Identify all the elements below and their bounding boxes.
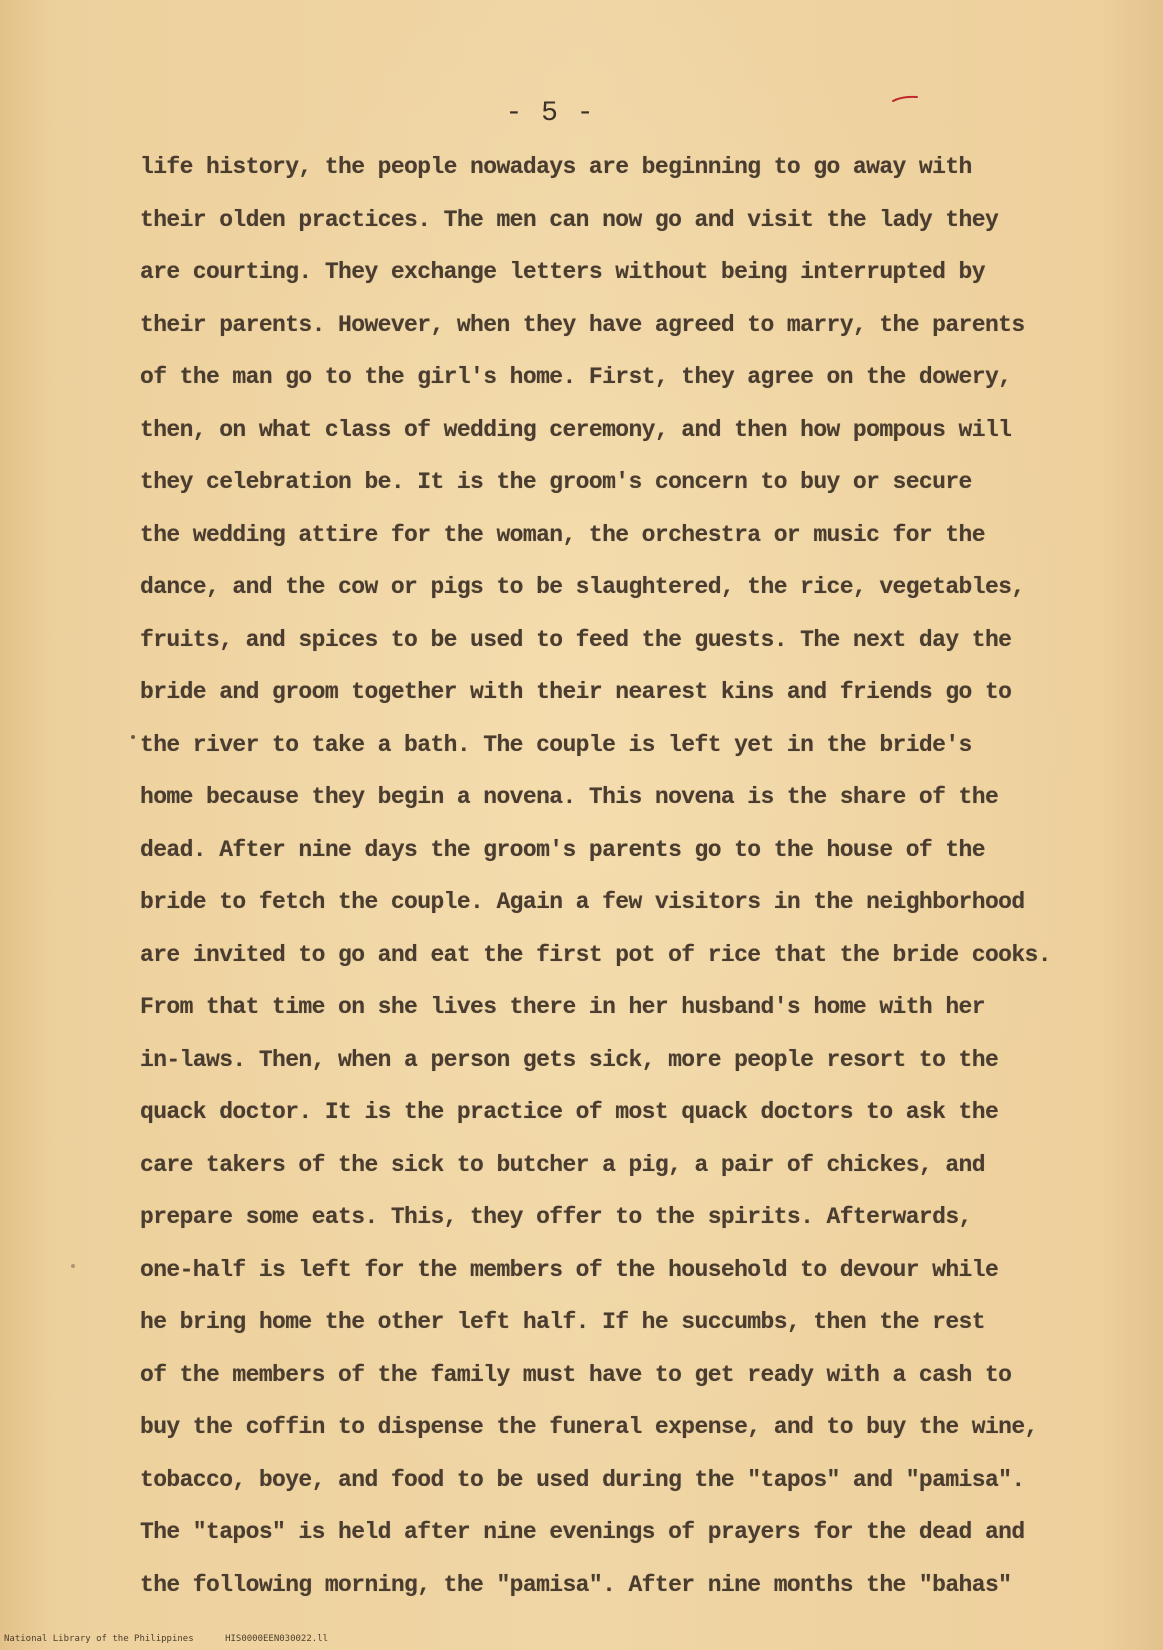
text-line: one-half is left for the members of the household to devour while [140,1256,999,1283]
text-line: care takers of the sick to butcher a pig, a pair of chickes, and [140,1151,985,1178]
text-line: fruits, and spices to be used to feed the guests. The next day the [140,626,1012,653]
text-line: life history, the people nowadays are beginning to go away with [140,154,972,180]
text-line: home because they begin a novena. This novena is the share of the [140,784,999,810]
page-number: - 5 - [505,98,595,129]
text-line: the following morning, the "pamisa". After nine months the "bahas" [140,1571,1012,1598]
margin-dot [131,735,135,739]
text-line: their parents. However, when they have agreed to marry, the parents [140,311,1025,338]
text-line: bride and groom together with their nearest kins and friends go to [140,679,1012,705]
body-text [140,152,1051,1622]
text-line: bride to fetch the couple. Again a few visitors in the neighborhood [140,889,1025,915]
scan-footer [4,1634,354,1644]
footer-document-id: HIS0000EEN030022.ll [225,1634,329,1644]
text-line: of the members of the family must have to get ready with a cash to [140,1361,1012,1388]
red-pencil-mark [892,93,918,103]
text-line: buy the coffin to dispense the funeral expense, and to buy the wine, [140,1414,1038,1440]
text-line: the river to take a bath. The couple is left yet in the bride's [140,731,972,758]
margin-dot [71,1264,75,1268]
text-line: then, on what class of wedding ceremony, and then how pompous will [140,416,1012,443]
text-line: tobacco, boye, and food to be used during the "tapos" and "pamisa". [140,1466,1025,1493]
text-line: dance, and the cow or pigs to be slaughtered, the rice, vegetables, [140,574,1025,600]
text-line: he bring home the other left half. If he succumbs, then the rest [140,1309,985,1335]
text-line: the wedding attire for the woman, the orchestra or music for the [140,521,985,548]
text-line: dead. After nine days the groom's parents go to the house of the [140,836,985,863]
text-line: in-laws. Then, when a person gets sick, more people resort to the [140,1046,999,1073]
text-line: are courting. They exchange letters without being interrupted by [140,259,985,285]
text-line: are invited to go and eat the first pot of rice that the bride cooks. [140,941,1051,968]
text-line: quack doctor. It is the practice of most quack doctors to ask the [140,1099,999,1125]
text-line: The "tapos" is held after nine evenings of prayers for the dead and [140,1519,1025,1545]
text-line: they celebration be. It is the groom's concern to buy or secure [140,469,972,495]
text-line: From that time on she lives there in her husband's home with her [140,994,985,1020]
text-line: of the man go to the girl's home. First, they agree on the dowery, [140,364,1012,390]
footer-library: National Library of the Philippines [4,1634,194,1644]
text-line: prepare some eats. This, they offer to the spirits. Afterwards, [140,1204,972,1230]
text-line: their olden practices. The men can now go and visit the lady they [140,206,999,233]
